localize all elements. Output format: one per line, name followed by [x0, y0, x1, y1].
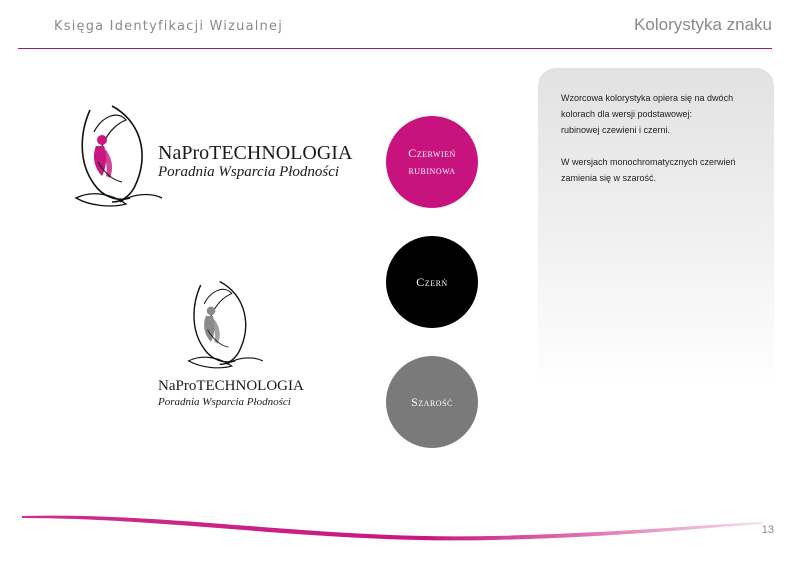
- swatch-label: Czerń: [416, 274, 448, 289]
- swatch-black: [386, 236, 478, 328]
- header-divider: [18, 48, 772, 49]
- brand-name: NaProTECHNOLOGIA: [158, 142, 353, 164]
- text-line: W wersjach monochromatycznych czerwień: [561, 157, 736, 167]
- section-title: Kolorystyka znaku: [634, 15, 772, 34]
- text-line: rubinowej czewieni i czerni.: [561, 125, 671, 135]
- footer-swoosh: [22, 506, 762, 546]
- logo-mono-version: [158, 278, 308, 413]
- swatch-label-line2: rubinowa: [408, 163, 456, 177]
- swatch-ruby-red: [386, 116, 478, 208]
- brand-name: NaProTECHNOLOGIA: [158, 378, 304, 394]
- paragraph-primary-colors: [561, 90, 761, 138]
- text-line: zamienia się w szarość.: [561, 173, 657, 183]
- logo-color-version: [72, 102, 352, 212]
- document-title: Księga Identyfikacji Wizualnej: [54, 19, 284, 34]
- swatch-label: Szarość: [411, 394, 453, 409]
- tulip-mother-child-icon: [184, 278, 264, 373]
- swatch-label: Czerwień: [408, 146, 456, 160]
- swatch-gray: [386, 356, 478, 448]
- page-number: 13: [761, 524, 774, 536]
- text-line: kolorach dla wersji podstawowej:: [561, 109, 693, 119]
- tulip-mother-child-icon: [72, 102, 162, 212]
- description-panel: [538, 68, 774, 388]
- text-line: Wzorcowa kolorystyka opiera się na dwóch: [561, 93, 734, 103]
- description-text: [561, 90, 761, 186]
- brand-subtitle: Poradnia Wsparcia Płodności: [158, 396, 291, 408]
- brand-subtitle: Poradnia Wsparcia Płodności: [158, 164, 340, 180]
- paragraph-monochrome: [561, 154, 761, 186]
